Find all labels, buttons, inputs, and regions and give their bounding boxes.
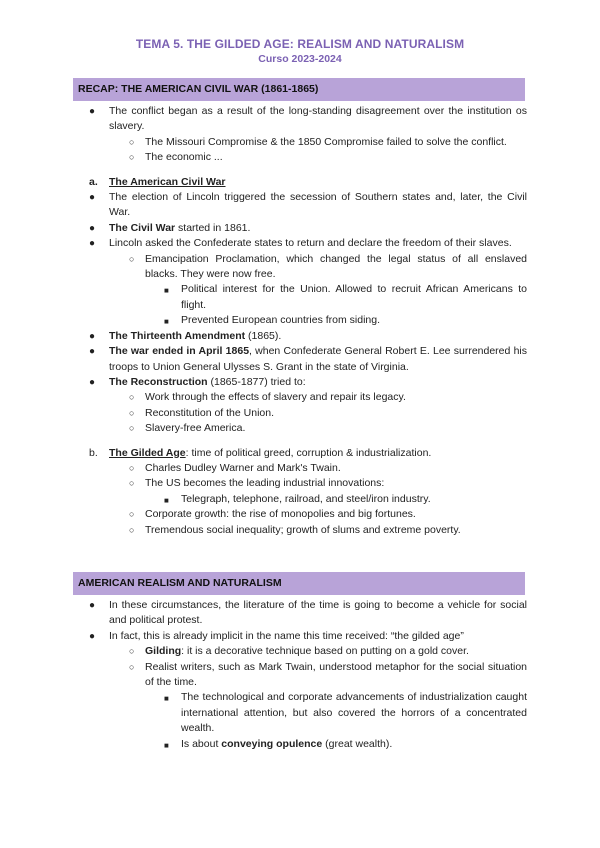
list-item: ● The Thirteenth Amendment (1865). bbox=[109, 329, 527, 344]
bullet-circle-icon: ○ bbox=[129, 253, 135, 264]
subsection-heading-civil-war: a. The American Civil War bbox=[89, 175, 226, 188]
list-item: ● The war ended in April 1865, when Confederate General Robert E. Lee surrendered his troops to Union General Ulysses S. Grant in the state of Virginia. bbox=[89, 345, 527, 373]
bullet-square-icon: ■ bbox=[164, 495, 169, 505]
document-title: TEMA 5. THE GILDED AGE: REALISM AND NATURALISM bbox=[135, 37, 465, 51]
bullet-disc-icon: ● bbox=[89, 222, 96, 234]
bullet-square-icon: ■ bbox=[164, 286, 169, 296]
bullet-disc-icon: ● bbox=[89, 376, 96, 388]
list-item: ○ Charles Dudley Warner and Mark's Twain. bbox=[145, 461, 527, 476]
bullet-disc-icon: ● bbox=[89, 600, 96, 611]
list-item: ○ The economic ... bbox=[145, 150, 527, 165]
list-item: ○ Work through the effects of slavery and repair its legacy. bbox=[145, 390, 527, 405]
list-item: ■ Prevented European countries from siding. bbox=[181, 313, 527, 328]
list-item: ● In fact, this is already implicit in the name this time received: “the gilded age” bbox=[109, 629, 527, 644]
section-header-realism: AMERICAN REALISM AND NATURALISM bbox=[73, 572, 525, 595]
list-item: ○ Realist writers, such as Mark Twain, understood metaphor for the social situation of the time. bbox=[129, 660, 527, 689]
list-item: ● The election of Lincoln triggered the secession of Southern states and, later, the Civil War. bbox=[89, 191, 527, 219]
list-item: ● The conflict began as a result of the long-standing disagreement over the institution os slavery. bbox=[89, 105, 527, 133]
bullet-disc-icon: ● bbox=[89, 630, 96, 642]
list-item: ■ Telegraph, telephone, railroad, and steel/iron industry. bbox=[181, 492, 527, 507]
list-item: ■ Political interest for the Union. Allowed to recruit African Americans to flight. bbox=[164, 283, 527, 311]
section-recap-content bbox=[0, 104, 600, 538]
bullet-circle-icon: ○ bbox=[129, 661, 135, 672]
bullet-circle-icon: ○ bbox=[129, 407, 135, 418]
list-item: ● Lincoln asked the Confederate states to return and declare the freedom of their slaves. bbox=[109, 236, 527, 251]
section-header-recap: RECAP: THE AMERICAN CIVIL WAR (1861-1865) bbox=[73, 78, 525, 101]
bullet-circle-icon: ○ bbox=[129, 136, 135, 147]
list-item: ■ Is about conveying opulence (great wealth). bbox=[181, 737, 527, 752]
list-item: ○ Reconstitution of the Union. bbox=[145, 406, 527, 421]
list-item: ○ Tremendous social inequality; growth of slums and extreme poverty. bbox=[145, 523, 527, 538]
bullet-disc-icon: ● bbox=[89, 192, 96, 204]
list-item: ● The Reconstruction (1865-1877) tried to: bbox=[109, 375, 527, 390]
list-item: ○ The Missouri Compromise & the 1850 Compromise failed to solve the conflict. bbox=[145, 135, 527, 150]
bullet-circle-icon: ○ bbox=[129, 509, 135, 520]
list-item: ■ The technological and corporate advancements of industrialization caught international attention, but also covered the horrors of a concentrated wealth. bbox=[164, 691, 527, 735]
bullet-circle-icon: ○ bbox=[129, 478, 135, 489]
subsection-heading-gilded-age: b. The Gilded Age: time of political greed, corruption & industrialization. bbox=[89, 446, 432, 459]
bullet-circle-icon: ○ bbox=[129, 152, 135, 163]
section-realism-content bbox=[0, 598, 600, 752]
list-item: ○ The US becomes the leading industrial innovations: bbox=[145, 476, 527, 491]
bullet-square-icon: ■ bbox=[164, 740, 169, 750]
bullet-disc-icon: ● bbox=[89, 330, 96, 342]
list-item: ○ Emancipation Proclamation, which changed the legal status of all enslaved blacks. They were now free. bbox=[129, 252, 527, 281]
bullet-disc-icon: ● bbox=[89, 238, 96, 250]
list-item: ○ Corporate growth: the rise of monopolies and big fortunes. bbox=[145, 507, 527, 522]
list-item: ● The Civil War started in 1861. bbox=[109, 221, 527, 236]
bullet-disc-icon: ● bbox=[89, 346, 96, 358]
bullet-circle-icon: ○ bbox=[129, 646, 135, 657]
bullet-circle-icon: ○ bbox=[129, 392, 135, 403]
document-subtitle: Curso 2023-2024 bbox=[258, 53, 342, 65]
list-item: ○ Gilding: it is a decorative technique based on putting on a gold cover. bbox=[145, 644, 527, 659]
bullet-square-icon: ■ bbox=[164, 694, 169, 704]
list-item: ○ Slavery-free America. bbox=[145, 421, 527, 436]
bullet-square-icon: ■ bbox=[164, 317, 169, 327]
list-item: ● In these circumstances, the literature of the time is going to become a vehicle for social and political protest. bbox=[89, 599, 527, 627]
bullet-circle-icon: ○ bbox=[129, 423, 135, 434]
bullet-circle-icon: ○ bbox=[129, 462, 135, 473]
bullet-disc-icon: ● bbox=[89, 106, 96, 117]
bullet-circle-icon: ○ bbox=[129, 524, 135, 535]
